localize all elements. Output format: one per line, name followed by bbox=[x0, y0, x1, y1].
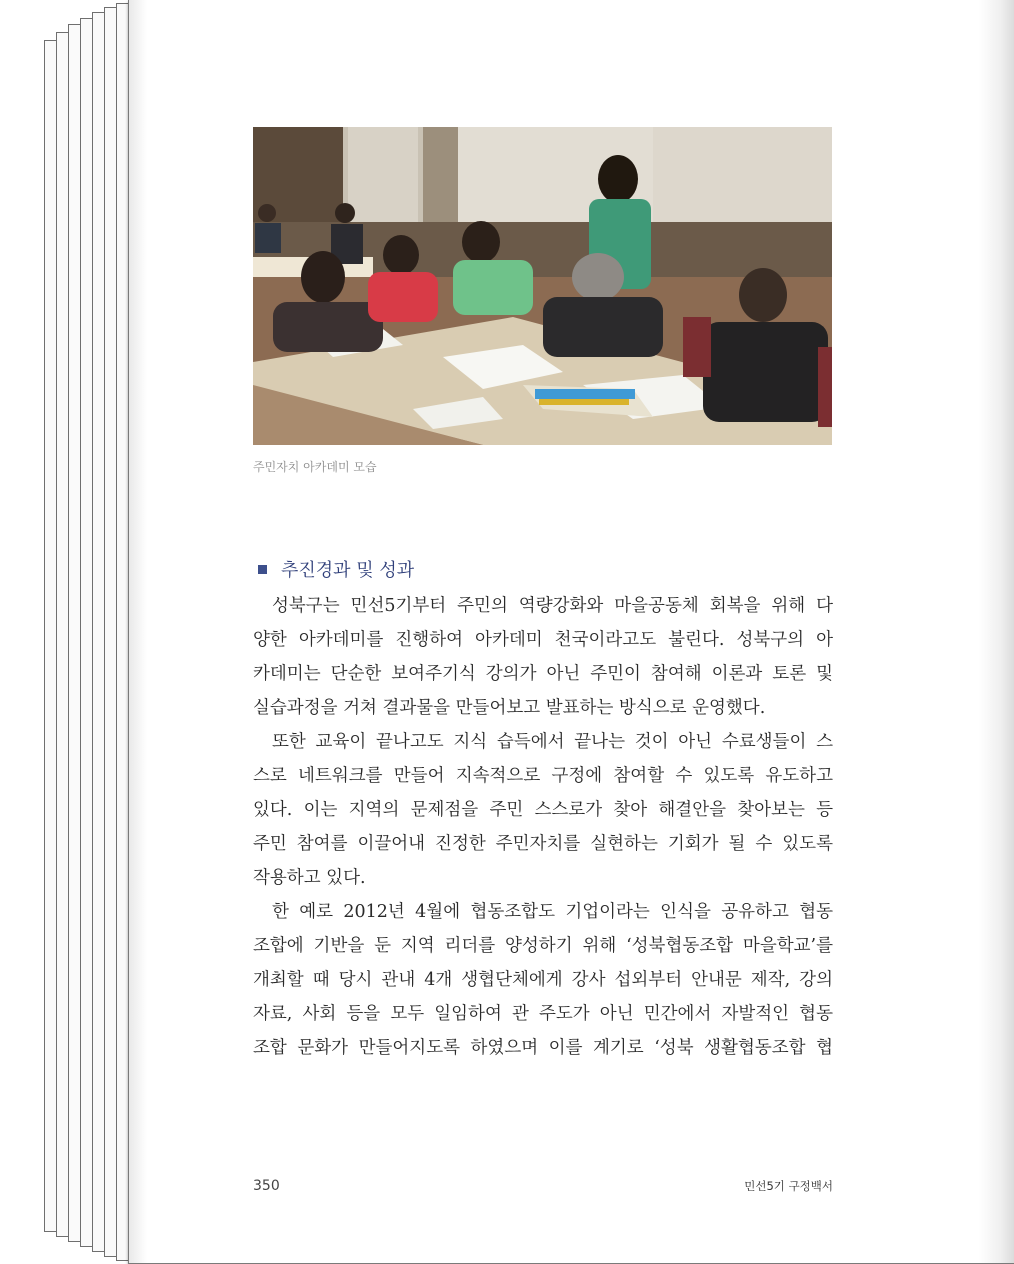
text-line: 작용하고 있다. bbox=[253, 868, 366, 888]
text-line: 조합 문화가 만들어지도록 하였으며 이를 계기로 ‘성북 생활협동조합 협 bbox=[253, 1038, 833, 1058]
text-line: 양한 아카데미를 진행하여 아카데미 천국이라고도 불린다. 성북구의 아 bbox=[253, 630, 833, 650]
photo-caption: 주민자치 아카데미 모습 bbox=[253, 460, 377, 474]
square-bullet-icon bbox=[258, 565, 267, 574]
text-line: 카데미는 단순한 보여주기식 강의가 아닌 주민이 참여해 이론과 토론 및 bbox=[253, 664, 833, 684]
text-line: 또한 교육이 끝나고도 지식 습득에서 끝나는 것이 아닌 수료생들이 스 bbox=[272, 732, 833, 752]
text-line: 있다. 이는 지역의 문제점을 주민 스스로가 찾아 해결안을 찾아보는 등 bbox=[253, 800, 833, 820]
page-number: 350 bbox=[253, 1178, 280, 1194]
section-heading bbox=[253, 556, 414, 582]
text-line: 실습과정을 거쳐 결과물을 만들어보고 발표하는 방식으로 운영했다. bbox=[253, 698, 766, 718]
academy-photo-illustration bbox=[253, 127, 832, 445]
text-line: 성북구는 민선5기부터 주민의 역량강화와 마을공동체 회복을 위해 다 bbox=[272, 596, 833, 616]
academy-photo bbox=[253, 127, 832, 445]
text-line: 조합에 기반을 둔 지역 리더를 양성하기 위해 ‘성북협동조합 마을학교’를 bbox=[253, 936, 833, 956]
text-line: 한 예로 2012년 4월에 협동조합도 기업이라는 인식을 공유하고 협동 bbox=[272, 902, 833, 922]
running-title: 민선5기 구정백서 bbox=[744, 1179, 833, 1193]
section-heading-text: 추진경과 및 성과 bbox=[281, 560, 415, 581]
book-page bbox=[128, 0, 1014, 1264]
text-line: 자료, 사회 등을 모두 일임하여 관 주도가 아닌 민간에서 자발적인 협동 bbox=[253, 1004, 833, 1024]
text-line: 스로 네트워크를 만들어 지속적으로 구정에 참여할 수 있도록 유도하고 bbox=[253, 766, 833, 786]
text-line: 주민 참여를 이끌어내 진정한 주민자치를 실현하는 기회가 될 수 있도록 bbox=[253, 834, 833, 854]
body-text bbox=[253, 589, 833, 1065]
text-line: 개최할 때 당시 관내 4개 생협단체에게 강사 섭외부터 안내문 제작, 강의 bbox=[253, 970, 833, 990]
